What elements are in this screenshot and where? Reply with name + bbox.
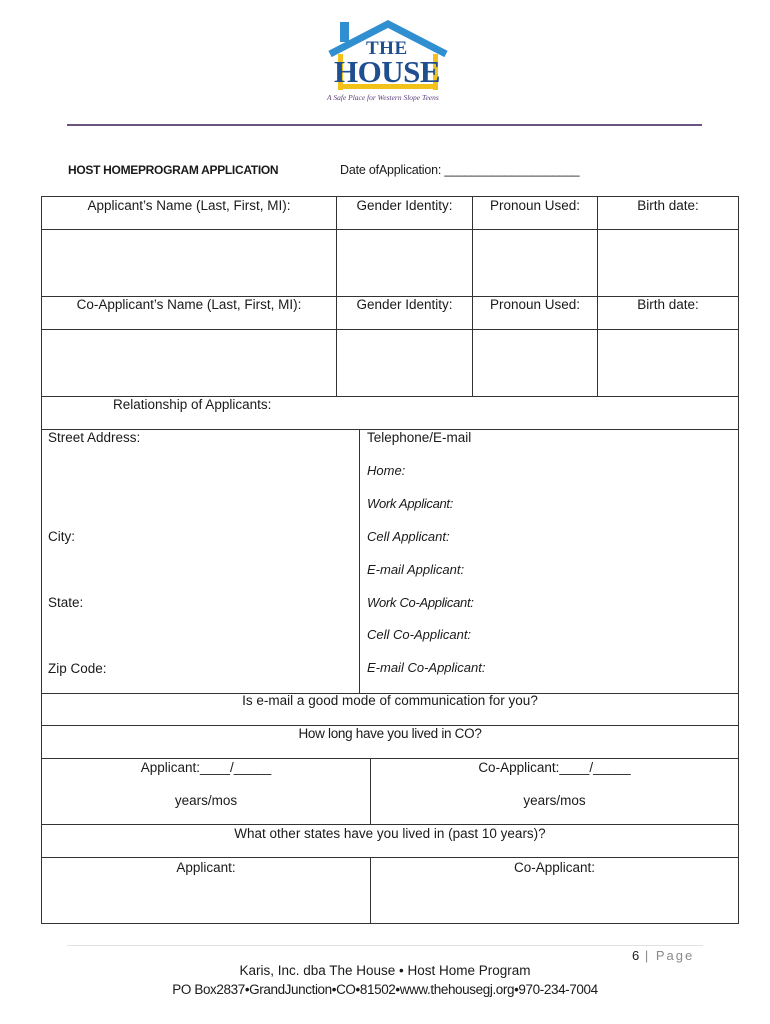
address-block[interactable] [41,429,360,694]
coapplicant-name-input[interactable] [41,329,337,397]
coapplicant-gender-input[interactable] [336,329,473,397]
coapplicant-states-label: Co-Applicant: [513,860,596,875]
applicant-birth-label: Birth date: [637,198,699,213]
coapplicant-pronoun-label: Pronoun Used: [489,297,581,312]
zip-code-label: Zip Code: [48,661,107,676]
logo-text-house: HOUSE [334,54,441,89]
applicant-gender-input[interactable] [336,229,473,297]
how-long-question: How long have you lived in CO? [298,726,482,741]
applicant-name-label: Applicant’s Name (Last, First, MI): [87,198,291,213]
street-address-label: Street Address: [48,430,141,445]
header-divider [67,124,702,126]
state-label: State: [48,595,84,610]
email-coapplicant-label: E-mail Co-Applicant: [367,660,486,675]
home-phone-label: Home: [367,463,406,478]
applicant-duration-units: years/mos [174,793,238,808]
coapplicant-gender-label: Gender Identity: [356,297,453,312]
email-applicant-label: E-mail Applicant: [367,562,465,577]
applicant-states-label: Applicant: [176,860,236,875]
coapplicant-pronoun-input[interactable] [472,329,598,397]
applicant-name-input[interactable] [41,229,337,297]
work-coapplicant-label: Work Co-Applicant: [367,595,474,610]
form-title: HOST HOMEPROGRAM APPLICATION [68,163,279,177]
coapplicant-duration-label: Co-Applicant:____/_____ [478,760,631,775]
other-states-question: What other states have you lived in (past 10 years)? [234,826,546,841]
footer-contact-info: PO Box2837•GrandJunction•CO•81502•www.thehousegj.org•970-234-7004 [172,982,598,997]
city-label: City: [48,529,75,544]
applicant-birth-input[interactable] [597,229,739,297]
relationship-label: Relationship of Applicants: [113,397,272,412]
telephone-email-label: Telephone/E-mail [367,430,472,445]
coapplicant-birth-label: Birth date: [637,297,699,312]
page-number [632,948,694,963]
applicant-pronoun-label: Pronoun Used: [489,198,581,213]
footer-organization: Karis, Inc. dba The House • Host Home Program [239,963,531,978]
cell-applicant-label: Cell Applicant: [367,529,450,544]
applicant-gender-label: Gender Identity: [356,198,453,213]
page-word: Page [655,948,695,963]
applicant-pronoun-input[interactable] [472,229,598,297]
date-of-application-field[interactable]: Date ofApplication: ____________________ [340,163,580,177]
page-number-value: 6 [632,948,640,963]
page-separator: | [639,948,656,963]
coapplicant-name-label: Co-Applicant’s Name (Last, First, MI): [76,297,302,312]
footer-divider [67,945,703,946]
logo-text-the: THE [366,38,408,59]
applicant-duration-label: Applicant:____/_____ [140,760,272,775]
coapplicant-duration-units: years/mos [523,793,586,808]
email-mode-question: Is e-mail a good mode of communication for you? [242,693,538,708]
coapplicant-birth-input[interactable] [597,329,739,397]
work-applicant-label: Work Applicant: [367,496,454,511]
logo-tagline: A Safe Place for Western Slope Teens [327,93,439,102]
cell-coapplicant-label: Cell Co-Applicant: [367,627,472,642]
